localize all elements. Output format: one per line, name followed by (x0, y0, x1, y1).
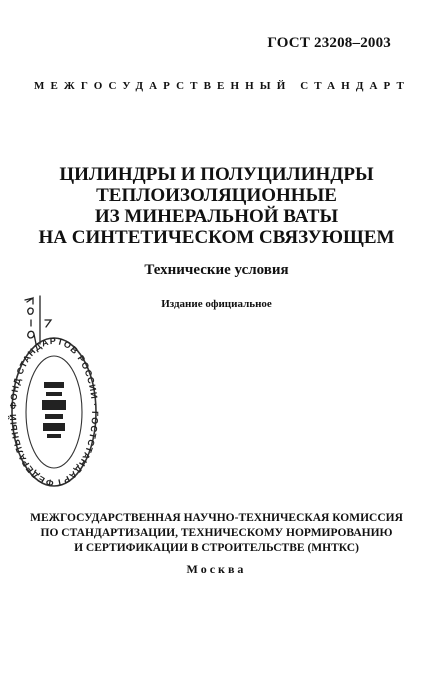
edition-label: Издание официальное (161, 298, 272, 310)
title-line: ТЕПЛОИЗОЛЯЦИОННЫЕ (96, 185, 337, 206)
title-line: ЦИЛИНДРЫ И ПОЛУЦИЛИНДРЫ (59, 164, 374, 185)
library-stamp (8, 330, 100, 490)
document-title (0, 164, 433, 248)
title-line: ИЗ МИНЕРАЛЬНОЙ ВАТЫ (94, 206, 339, 227)
standard-number: ГОСТ 23208–2003 (267, 35, 391, 51)
publisher-line: И СЕРТИФИКАЦИИ В СТРОИТЕЛЬСТВЕ (МНТКС) (74, 542, 359, 554)
document-subtitle: Технические условия (144, 262, 289, 278)
title-line: НА СИНТЕТИЧЕСКОМ СВЯЗУЮЩЕМ (38, 227, 395, 248)
publisher-block (0, 511, 433, 556)
publisher-line: ПО СТАНДАРТИЗАЦИИ, ТЕХНИЧЕСКОМУ НОРМИРОВАНИЮ (40, 527, 393, 539)
publication-city: Москва (186, 562, 247, 576)
svg-text:ФЕДЕРАЛЬНЫЙ ФОНД СТАНДАРТОВ РО: ФЕДЕРАЛЬНЫЙ ФОНД СТАНДАРТОВ РОССИИ · ГОСТСТАНДАРТ (8, 335, 100, 489)
publisher-line: МЕЖГОСУДАРСТВЕННАЯ НАУЧНО-ТЕХНИЧЕСКАЯ КОМИССИЯ (30, 512, 403, 524)
standard-type-header: МЕЖГОСУДАРСТВЕННЫЙ СТАНДАРТ (34, 80, 410, 92)
